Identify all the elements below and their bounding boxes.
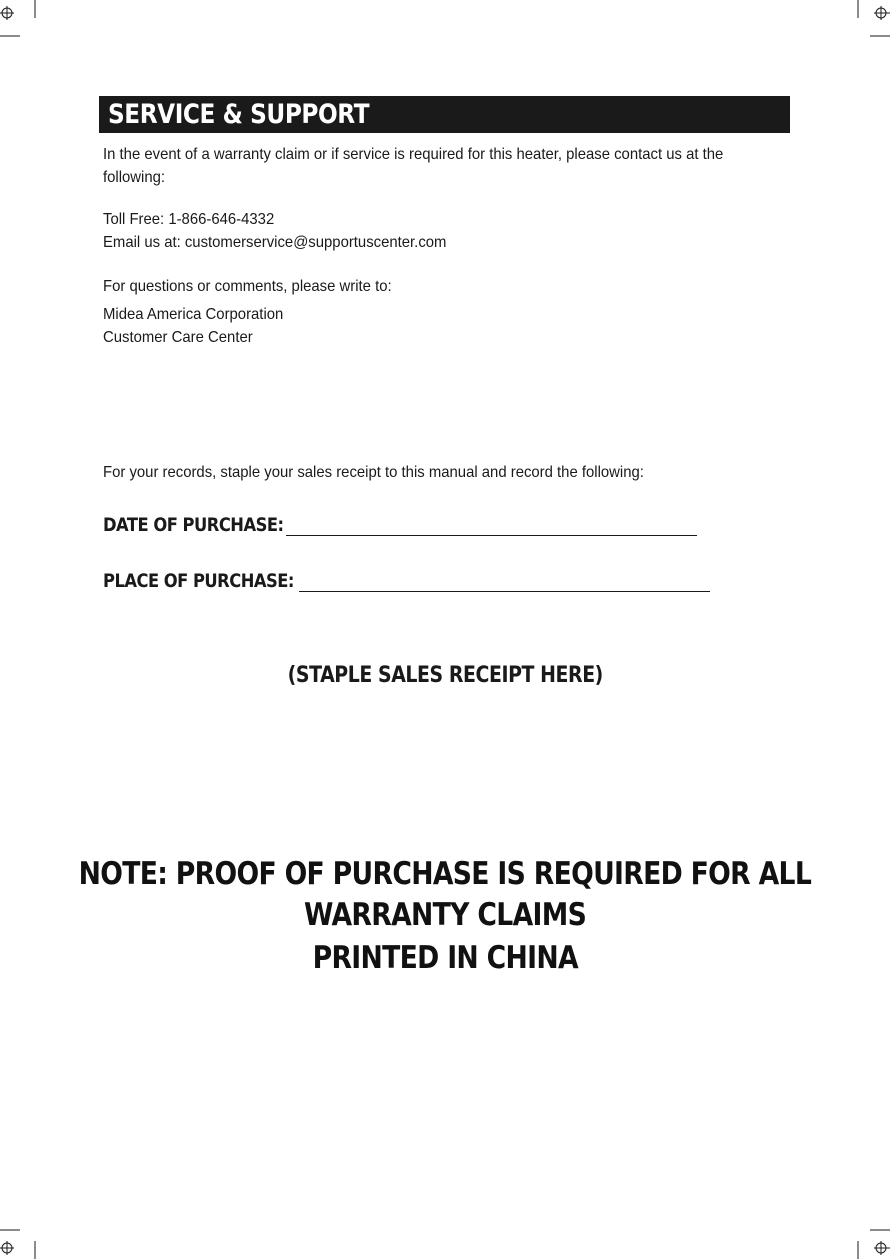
- registration-mark-top-right: [864, 0, 890, 26]
- date-of-purchase-line: [286, 535, 697, 536]
- printed-in-note: [0, 937, 890, 979]
- printed-in-text: PRINTED IN CHINA: [312, 940, 578, 976]
- place-of-purchase-label: PLACE OF PURCHASE:: [103, 570, 294, 592]
- company-name: Midea America Corporation: [103, 306, 284, 323]
- staple-receipt-note: [0, 661, 890, 691]
- date-of-purchase-label: DATE OF PURCHASE:: [103, 514, 284, 536]
- warranty-contact-intro: In the event of a warranty claim or if service is required for this heater, please contact us at the following:: [103, 146, 724, 186]
- department-name: Customer Care Center: [103, 329, 253, 346]
- registration-mark-top-left: [0, 0, 26, 26]
- toll-free-number: Toll Free: 1-866-646-4332: [103, 211, 275, 228]
- note-line2-text: WARRANTY CLAIMS: [303, 897, 587, 933]
- crop-mark-bottom-left-h: [0, 1212, 26, 1238]
- crop-mark-top-right-h: [864, 28, 890, 54]
- note-line1-text: NOTE: PROOF OF PURCHASE IS REQUIRED FOR ALL: [78, 856, 812, 892]
- crop-mark-top-left-h: [0, 28, 26, 54]
- crop-mark-bottom-right: [838, 1233, 864, 1259]
- section-header-bar: [99, 96, 790, 133]
- records-instructions: For your records, staple your sales receipt to this manual and record the following:: [103, 464, 644, 481]
- staple-receipt-text: (STAPLE SALES RECEIPT HERE): [287, 663, 603, 688]
- proof-of-purchase-note-line2: [0, 894, 890, 936]
- place-of-purchase-line: [299, 591, 710, 592]
- crop-mark-bottom-right-h: [864, 1212, 890, 1238]
- date-of-purchase-row: [103, 511, 703, 541]
- write-to-intro: For questions or comments, please write to:: [103, 278, 392, 295]
- proof-of-purchase-note-line1: [0, 853, 890, 895]
- crop-mark-top-left: [30, 0, 56, 26]
- support-email: Email us at: customerservice@supportuscenter.com: [103, 234, 447, 251]
- crop-mark-top-right: [838, 0, 864, 26]
- crop-mark-bottom-left: [30, 1233, 56, 1259]
- place-of-purchase-row: [103, 567, 713, 597]
- section-title: SERVICE & SUPPORT: [108, 99, 370, 130]
